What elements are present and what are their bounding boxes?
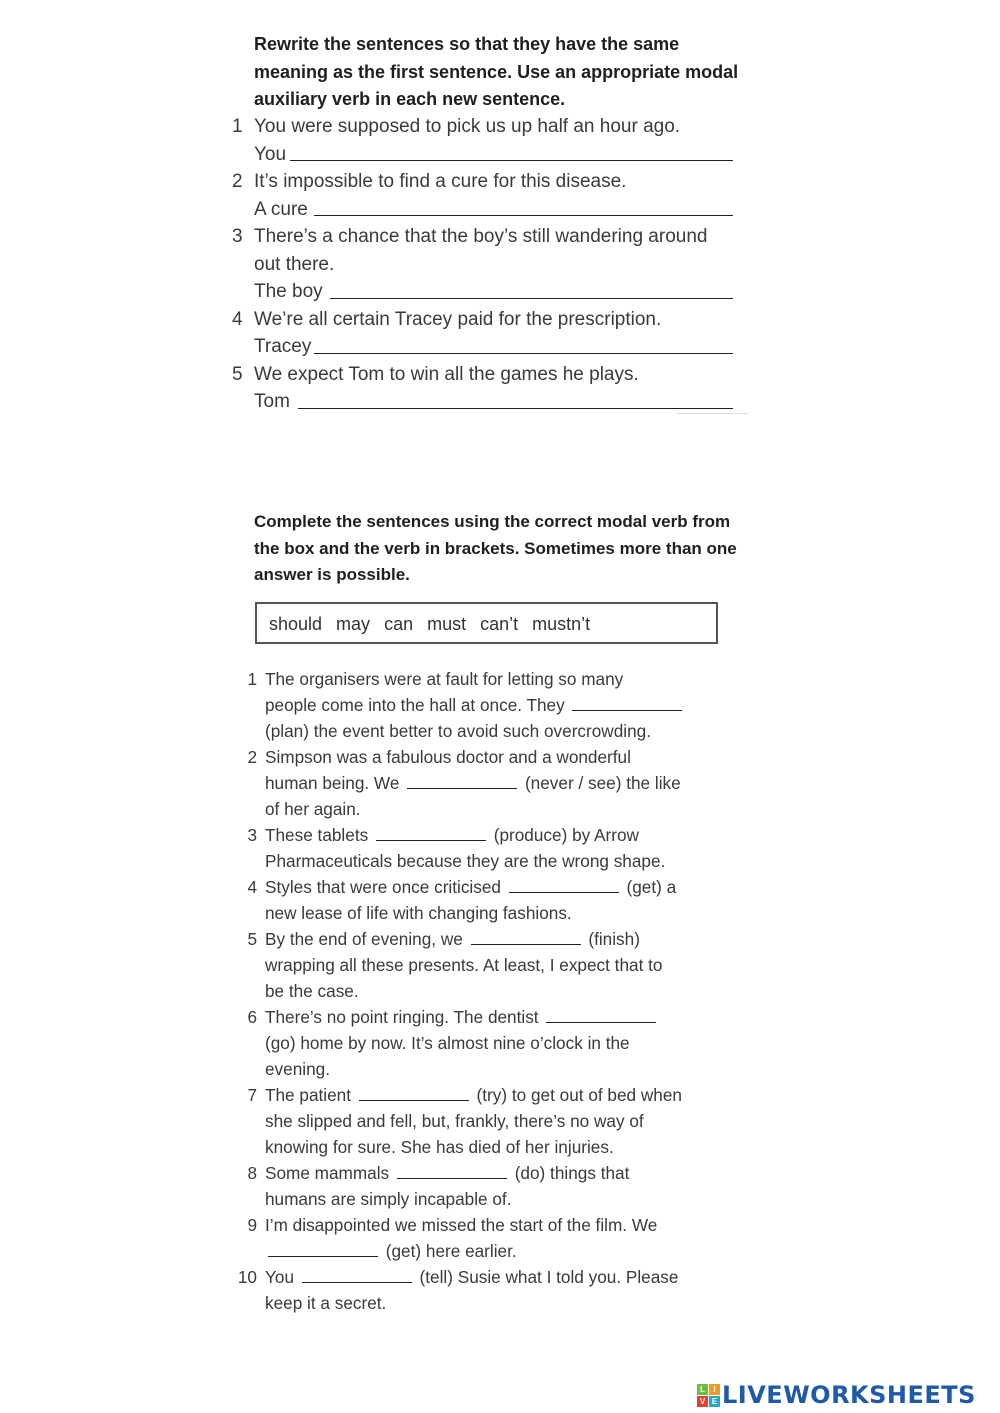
list-item-continued [228, 1056, 728, 1082]
item-sentence: We expect Tom to win all the games he plays. [254, 363, 639, 385]
item-sentence: We’re all certain Tracey paid for the prescription. [254, 308, 662, 330]
list-item-continued [228, 1238, 728, 1264]
item-number: 9 [247, 1215, 257, 1235]
item-text: people come into the hall at once. They [265, 695, 570, 715]
answer-blank[interactable] [302, 1281, 412, 1283]
item-number: 5 [232, 363, 243, 385]
list-item [228, 926, 728, 952]
answer-line [226, 196, 746, 224]
list-item-continued [228, 900, 728, 926]
item-text: Some mammals [265, 1163, 394, 1183]
list-item [228, 1160, 728, 1186]
item-text: These tablets [265, 825, 373, 845]
answer-lead: You [254, 143, 287, 165]
item-text: (finish) [583, 929, 640, 949]
exercise2-instruction: Complete the sentences using the correct modal verb from the box and the verb in brackets. Sometimes more than one answer is possible. [254, 512, 737, 584]
word-box-item: may [336, 614, 371, 634]
item-number: 1 [232, 116, 243, 137]
answer-blank[interactable] [471, 943, 581, 945]
answer-blank[interactable] [268, 1255, 378, 1257]
list-item-continued [228, 1134, 728, 1160]
item-sentence: It’s impossible to find a cure for this disease. [254, 171, 627, 192]
answer-line [226, 333, 746, 361]
item-text: I’m disappointed we missed the start of the film. We [265, 1215, 658, 1235]
item-text: (get) here earlier. [381, 1241, 517, 1261]
item-number: 3 [247, 825, 257, 845]
list-item-continued [228, 978, 728, 1004]
answer-blank[interactable] [359, 1099, 469, 1101]
item-text: The patient [265, 1085, 356, 1105]
list-item [226, 361, 746, 389]
item-text: Styles that were once criticised [265, 877, 506, 897]
list-item-continued [228, 1108, 728, 1134]
list-item-continued [228, 692, 728, 718]
item-text: The organisers were at fault for letting so many [265, 669, 624, 689]
item-text: (get) a [621, 877, 677, 897]
exercise1-list [226, 113, 746, 416]
item-text: of her again. [265, 799, 361, 819]
answer-line [226, 278, 746, 306]
logo-letter: E [709, 1396, 720, 1407]
item-text: keep it a secret. [265, 1293, 387, 1313]
exercise2-list [228, 666, 728, 1316]
item-text: (produce) by Arrow [488, 825, 639, 845]
list-item [228, 744, 728, 770]
item-text: be the case. [265, 981, 359, 1001]
answer-blank[interactable] [509, 891, 619, 893]
item-text: (go) home by now. It’s almost nine o’clock in the [265, 1033, 630, 1053]
answer-blank[interactable] [546, 1021, 656, 1023]
logo-letter: L [697, 1384, 708, 1395]
liveworksheets-logo [697, 1380, 976, 1410]
answer-input[interactable] [330, 298, 733, 299]
item-sentence: out there. [254, 253, 335, 275]
list-item-continued [228, 952, 728, 978]
item-number: 3 [232, 226, 243, 247]
divider [676, 413, 748, 414]
list-item [228, 666, 728, 692]
word-box-item: must [427, 614, 467, 634]
item-number: 4 [232, 308, 243, 330]
answer-input[interactable] [314, 353, 733, 354]
answer-blank[interactable] [397, 1177, 507, 1179]
logo-letter: I [709, 1384, 720, 1395]
item-number: 5 [247, 929, 257, 949]
answer-line [226, 141, 746, 169]
item-text: human being. We [265, 773, 405, 793]
list-item [226, 223, 746, 251]
item-text: new lease of life with changing fashions. [265, 903, 572, 923]
item-text: (plan) the event better to avoid such overcrowding. [265, 721, 651, 741]
answer-blank[interactable] [376, 839, 486, 841]
list-item-continued [228, 1186, 728, 1212]
list-item [226, 306, 746, 334]
answer-input[interactable] [314, 215, 733, 216]
item-text: (never / see) the like [520, 773, 681, 793]
item-text: (try) to get out of bed when [471, 1085, 682, 1105]
item-text: evening. [265, 1059, 330, 1079]
answer-blank[interactable] [407, 787, 517, 789]
list-item [228, 1004, 728, 1030]
item-number: 1 [247, 669, 257, 689]
list-item [228, 1212, 728, 1238]
item-sentence: You were supposed to pick us up half an hour ago. [254, 116, 681, 137]
list-item-continued [226, 251, 746, 279]
word-box-item: should [269, 614, 323, 634]
list-item-continued [228, 796, 728, 822]
answer-lead: Tracey [254, 336, 312, 357]
list-item [228, 1082, 728, 1108]
item-text: wrapping all these presents. At least, I expect that to [265, 955, 663, 975]
answer-lead: The boy [254, 281, 323, 302]
logo-icon [697, 1384, 720, 1407]
exercise1-instruction: Rewrite the sentences so that they have the same meaning as the first sentence. Use an appropriate modal auxiliary verb in each new sentence. [254, 34, 739, 109]
list-item [226, 168, 746, 196]
logo-text: LIVEWORKSHEETS [722, 1381, 976, 1409]
answer-lead: A cure [254, 198, 308, 220]
item-sentence: There’s a chance that the boy’s still wandering around [254, 226, 708, 247]
item-number: 7 [247, 1085, 257, 1105]
item-number: 6 [247, 1007, 257, 1027]
item-number: 4 [247, 877, 257, 897]
item-text: (do) things that [509, 1163, 630, 1183]
list-item [226, 113, 746, 141]
list-item-continued [228, 718, 728, 744]
item-text: knowing for sure. She has died of her injuries. [265, 1137, 614, 1157]
item-text: she slipped and fell, but, frankly, there’s no way of [265, 1111, 644, 1131]
logo-letter: V [697, 1396, 708, 1407]
list-item-continued [228, 1030, 728, 1056]
list-item-continued [228, 1290, 728, 1316]
item-text: humans are simply incapable of. [265, 1189, 512, 1209]
item-text: Pharmaceuticals because they are the wrong shape. [265, 851, 666, 871]
word-box-item: can [384, 614, 414, 634]
list-item [228, 1264, 728, 1290]
item-text: By the end of evening, we [265, 929, 468, 949]
list-item [228, 822, 728, 848]
item-number: 8 [247, 1163, 257, 1183]
word-box-item: can’t [480, 614, 519, 634]
list-item-continued [228, 770, 728, 796]
item-text: You [265, 1267, 299, 1287]
answer-input[interactable] [290, 160, 733, 161]
item-text: There’s no point ringing. The dentist [265, 1007, 544, 1027]
answer-blank[interactable] [572, 709, 682, 711]
item-number: 2 [232, 171, 243, 192]
item-text: Simpson was a fabulous doctor and a wonderful [265, 747, 631, 767]
item-number: 2 [247, 747, 257, 767]
answer-line [226, 388, 746, 416]
list-item [228, 874, 728, 900]
list-item-continued [228, 848, 728, 874]
word-box [255, 602, 718, 644]
answer-input[interactable] [298, 408, 733, 409]
word-box-item: mustn’t [532, 614, 591, 634]
item-text: (tell) Susie what I told you. Please [414, 1267, 679, 1287]
item-number: 10 [237, 1267, 257, 1287]
answer-lead: Tom [254, 391, 290, 412]
